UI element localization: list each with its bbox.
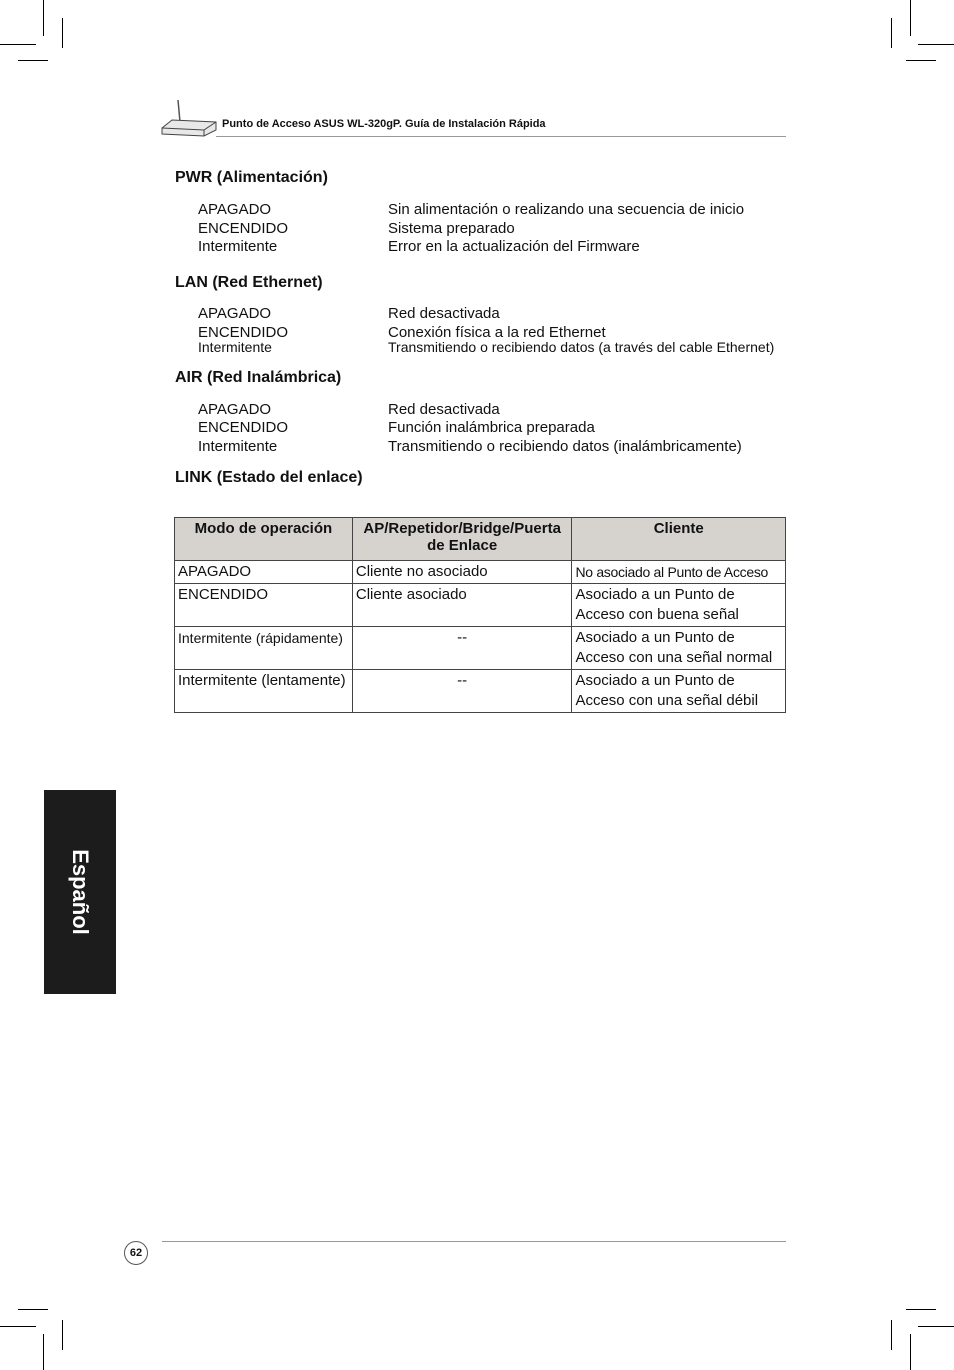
led-state: Intermitente (198, 339, 272, 355)
table-header-row (175, 518, 786, 561)
table-cell: -- (352, 627, 572, 670)
air-row (198, 419, 595, 437)
table-row (175, 561, 786, 584)
pwr-row (198, 238, 640, 256)
crop-mark (891, 18, 892, 48)
led-state: APAGADO (198, 305, 272, 322)
led-state: ENCENDIDO (198, 324, 289, 341)
led-description: Red desactivada (388, 305, 500, 322)
led-state: Intermitente (198, 438, 278, 455)
router-icon (160, 98, 220, 138)
header-title: Punto de Acceso ASUS WL-320gP. Guía de Instalación Rápida (222, 118, 546, 130)
table-cell: -- (352, 670, 572, 713)
language-label: Español (68, 849, 93, 935)
section-title-pwr: PWR (Alimentación) (175, 169, 328, 186)
led-description: Error en la actualización del Firmware (388, 238, 640, 255)
crop-mark (18, 60, 48, 61)
table-cell: Asociado a un Punto de Acceso con una señal débil (572, 670, 786, 713)
crop-mark (0, 44, 36, 45)
table-cell: Cliente asociado (352, 584, 572, 627)
table-cell: ENCENDIDO (175, 584, 353, 627)
air-row (198, 438, 742, 456)
led-description: Función inalámbrica preparada (388, 419, 595, 436)
pwr-row (198, 220, 515, 238)
section-title-link: LINK (Estado del enlace) (175, 469, 363, 486)
column-header: AP/Repetidor/Bridge/Puerta de Enlace (352, 518, 572, 561)
crop-mark (0, 1326, 36, 1327)
crop-mark (918, 1326, 954, 1327)
footer-divider (162, 1241, 786, 1242)
table-row (175, 670, 786, 713)
crop-mark (43, 0, 44, 36)
led-description: Sistema preparado (388, 220, 515, 237)
table-cell: Cliente no asociado (352, 561, 572, 584)
language-side-tab (44, 790, 116, 994)
crop-mark (62, 1320, 63, 1350)
air-row (198, 401, 500, 419)
led-description: Transmitiendo o recibiendo datos (a través del cable Ethernet) (388, 339, 775, 355)
led-state: ENCENDIDO (198, 220, 289, 237)
table-row (175, 584, 786, 627)
table-cell: Asociado a un Punto de Acceso con una señal normal (572, 627, 786, 670)
led-description: Sin alimentación o realizando una secuencia de inicio (388, 201, 745, 218)
section-title-air: AIR (Red Inalámbrica) (175, 369, 342, 386)
pwr-row (198, 201, 745, 219)
column-header: Cliente (572, 518, 786, 561)
table-row (175, 627, 786, 670)
led-description: Transmitiendo o recibiendo datos (inalámbricamente) (388, 438, 742, 455)
led-state: ENCENDIDO (198, 419, 289, 436)
crop-mark (910, 0, 911, 36)
crop-mark (18, 1309, 48, 1310)
table-cell: Intermitente (lentamente) (175, 670, 353, 713)
lan-row (198, 305, 500, 323)
led-description: Red desactivada (388, 401, 500, 418)
table-cell: Intermitente (rápidamente) (175, 627, 353, 670)
crop-mark (906, 60, 936, 61)
led-state: APAGADO (198, 401, 272, 418)
page-number: 62 (124, 1241, 148, 1265)
table-cell: APAGADO (175, 561, 353, 584)
crop-mark (62, 18, 63, 48)
crop-mark (891, 1320, 892, 1350)
link-status-table (174, 517, 786, 713)
led-state: Intermitente (198, 238, 278, 255)
table-cell: No asociado al Punto de Acceso (572, 561, 786, 584)
lan-row (198, 338, 775, 356)
page-header (160, 98, 786, 138)
led-description: Conexión física a la red Ethernet (388, 324, 606, 341)
led-state: APAGADO (198, 201, 272, 218)
section-title-lan: LAN (Red Ethernet) (175, 274, 323, 291)
table-cell: Asociado a un Punto de Acceso con buena señal (572, 584, 786, 627)
header-divider (216, 136, 786, 137)
crop-mark (43, 1334, 44, 1370)
crop-mark (918, 44, 954, 45)
crop-mark (906, 1309, 936, 1310)
crop-mark (910, 1334, 911, 1370)
column-header: Modo de operación (175, 518, 353, 561)
